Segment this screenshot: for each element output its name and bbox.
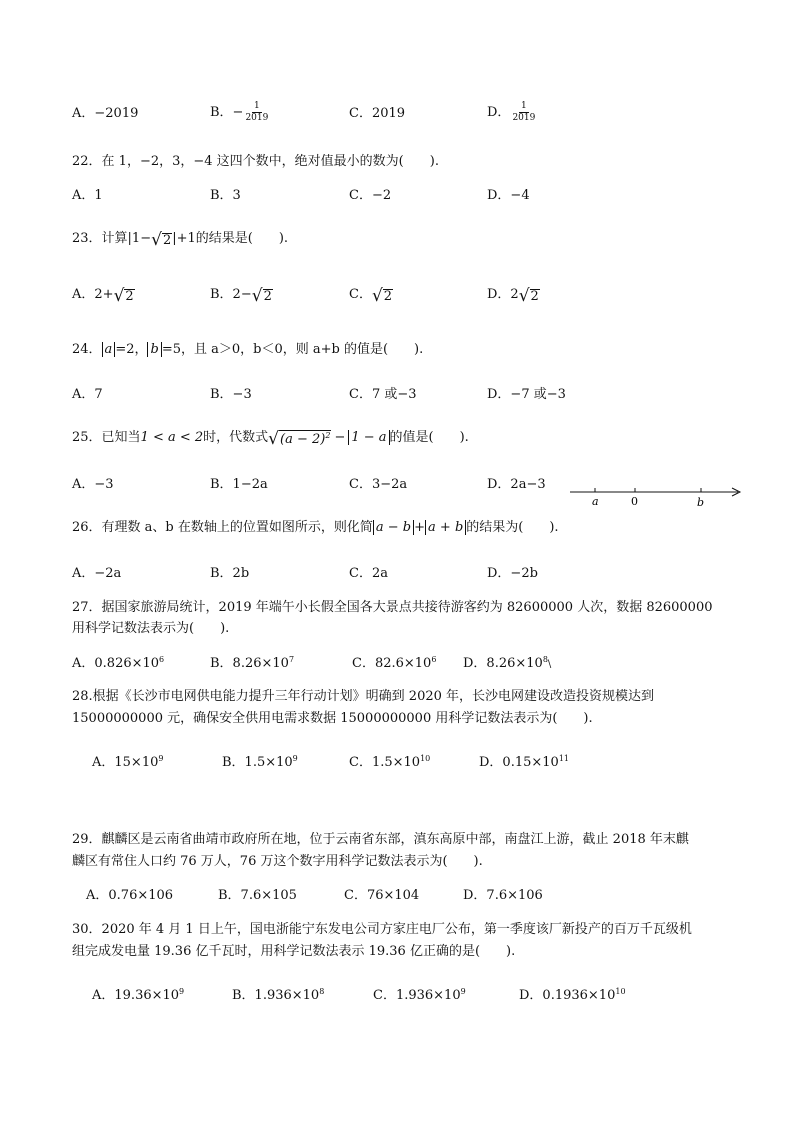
q30-option-c [373,987,466,1004]
q26-option-d: D．−2b [487,566,538,581]
q21-option-b-fraction [245,102,268,123]
q21-option-b [210,102,270,123]
q26-stem [72,520,559,536]
q21-option-b-label: B．− [210,105,244,120]
option-exponent: 11 [558,754,569,763]
option-base: A．15×10 [92,755,159,770]
q29-option-a: A．0.76×106 [86,888,174,903]
radicand: 2 [162,233,172,249]
option-exponent: 6 [431,655,437,664]
option-base: C．82.6×10 [352,656,432,671]
plus-sign: + [414,520,426,535]
q22-option-d: D．−4 [487,188,530,203]
option-exponent: 10 [420,754,431,763]
fraction-denominator: 2019 [245,113,269,123]
q24-option-b: B．−3 [210,387,252,402]
fraction-numerator: 1 [521,101,527,111]
q29-option-d: D．7.6×106 [463,888,543,903]
q30-option-d [519,987,626,1004]
radical-sign-icon: √ [113,286,125,306]
q27-option-b [210,655,294,672]
q24-option-a: A．7 [72,387,103,402]
q24-eq-a: =2， [115,342,148,357]
q27-option-d [463,655,551,672]
option-exponent: 9 [158,754,164,763]
radicand: 2 [530,289,539,305]
q25-stem-middle: 时，代数式 [203,430,269,445]
radical-sign-icon: √ [251,286,263,306]
fraction-denominator: 2019 [512,113,536,123]
radicand-exponent: 2 [325,431,331,441]
option-base: C．1.936×10 [373,988,461,1003]
abs-value-b: b [147,342,161,357]
q23-stem [72,231,288,249]
option-exponent: 9 [292,754,298,763]
q26-option-b: B．2b [210,566,250,581]
q22-option-b: B．3 [210,188,241,203]
radicand-base: (a − 2) [280,432,326,448]
sqrt-expression [519,288,540,305]
q25-stem [72,430,469,448]
q29-option-c: C．76×104 [344,888,420,903]
q28-option-b [222,754,298,771]
q24-stem [72,342,423,358]
abs-expression-2: a + b [425,520,466,535]
radicand: 2 [125,289,134,305]
option-exponent: 7 [288,655,295,664]
q24-eq-b: =5，且 a＞0，b＜0，则 a+b 的值是( ). [161,342,424,357]
sqrt-expression [151,232,172,249]
sqrt-expression [252,288,273,305]
abs-expression: 1 − a [348,430,389,445]
q28-option-c [349,754,430,771]
q23-option-c-label: C． [349,287,372,302]
option-exponent: 8 [542,655,548,664]
sqrt-expression [268,430,331,448]
option-exponent: 8 [319,987,325,996]
q29-option-b: B．7.6×105 [218,888,297,903]
q21-option-d-fraction [512,102,535,123]
option-base: B．1.936×10 [232,988,320,1003]
q22-stem: 22．在 1，−2，3，−4 这四个数中，绝对值最小的数为( ). [72,154,439,169]
abs-expression-1: a − b [373,520,414,535]
q26-option-a: A．−2a [72,566,122,581]
q21-option-d [487,102,537,123]
q27-option-a [72,655,164,672]
q23-stem-suffix: 的结果是( ). [195,231,289,246]
q27-stem-line2: 用科学记数法表示为( ). [72,621,230,636]
option-exponent: 6 [159,655,165,664]
abs-value-a: a [102,342,116,357]
q23-option-b [210,287,273,305]
q28-option-a [92,754,163,771]
option-base: D．0.1936×10 [519,988,616,1003]
q23-stem-prefix: 23．计算 [72,231,128,246]
radicand: 2 [263,289,272,305]
q27-stem-line1: 27．据国家旅游局统计，2019 年端午小长假全国各大景点共接待游客约为 82600000 人次，数据 82600000 [72,600,713,615]
option-base: D．0.15×10 [479,755,559,770]
option-base: C．1.5×10 [349,755,421,770]
q23-option-b-label: B．2− [210,287,252,302]
q25-option-a: A．−3 [72,477,114,492]
q25-option-c: C．3−2a [349,477,408,492]
q21-option-d-label: D． [487,105,511,120]
option-base: D．8.26×10 [463,656,543,671]
radical-sign-icon: √ [151,230,162,250]
q30-option-a [92,987,184,1004]
option-exponent: 9 [179,987,185,996]
radicand: 2 [383,289,393,305]
q23-expression-end: |+1 [172,231,196,246]
q23-option-a [72,287,135,305]
q29-stem-line2: 麟区有常住人口约 76 万人，76 万这个数字用科学记数法表示为( ). [72,854,483,869]
label-b: b [697,496,705,509]
q23-expression-start: |1− [127,231,152,246]
q30-stem-line2: 组完成发电量 19.36 亿千瓦时，用科学记数法表示 19.36 亿正确的是( ). [72,944,516,959]
q23-option-a-label: A．2+ [72,287,114,302]
label-0: 0 [631,495,638,508]
q25-option-d: D．2a−3 [487,477,546,492]
q25-condition: 1 < a < 2 [140,430,204,445]
q26-stem-suffix: 的结果为( ). [466,520,559,535]
q26-stem-prefix: 26．有理数 a、b 在数轴上的位置如图所示，则化简 [72,520,373,535]
q28-stem-line1: 28.根据《长沙市电网供电能力提升三年行动计划》明确到 2020 年，长沙电网建设改造投资规模达到 [72,689,655,704]
option-exponent: 9 [460,987,466,996]
q27-option-c [352,655,436,672]
q23-option-c [349,287,393,305]
fraction-numerator: 1 [254,101,260,111]
q21-option-c: C．2019 [349,106,406,121]
radical-sign-icon: √ [371,286,383,306]
q25-stem-prefix: 25．已知当 [72,430,141,445]
option-base: B．8.26×10 [210,656,289,671]
q25-option-b: B．1−2a [210,477,268,492]
q30-option-b [232,987,324,1004]
q28-stem-line2: 15000000000 元，确保安全供用电需求数据 15000000000 用科学记数法表示为( ). [72,711,593,726]
option-base: A．19.36×10 [92,988,180,1003]
q30-stem-line1: 30．2020 年 4 月 1 日上午，国电浙能宁东发电公司方家庄电厂公布，第一季度该厂新投产的百万千瓦级机 [72,922,692,937]
radical-sign-icon: √ [268,429,280,449]
stray-mark: \ [547,659,552,670]
radicand [279,430,331,448]
q24-number: 24． [72,342,102,357]
q25-stem-suffix: 的值是( ). [389,430,469,445]
q21-option-a: A．−2019 [72,106,139,121]
q28-option-d [479,754,569,771]
q22-option-c: C．−2 [349,188,392,203]
number-line-diagram [568,482,746,510]
q23-option-d-label: D．2 [487,287,519,302]
q24-option-c: C．7 或−3 [349,387,417,402]
q23-option-d [487,287,540,305]
option-base: A．0.826×10 [72,656,160,671]
radical-sign-icon: √ [518,286,530,306]
q29-stem-line1: 29．麒麟区是云南省曲靖市政府所在地，位于云南省东部，滇东高原中部，南盘江上游，截止 2018 年末麒 [72,832,689,847]
q22-option-a: A．1 [72,188,103,203]
label-a: a [592,495,599,508]
q24-option-d: D．−7 或−3 [487,387,566,402]
sqrt-expression [114,288,135,305]
option-exponent: 10 [615,987,626,996]
q26-option-c: C．2a [349,566,388,581]
sqrt-expression [372,288,393,305]
minus-sign: − [334,430,346,445]
option-base: B．1.5×10 [222,755,293,770]
